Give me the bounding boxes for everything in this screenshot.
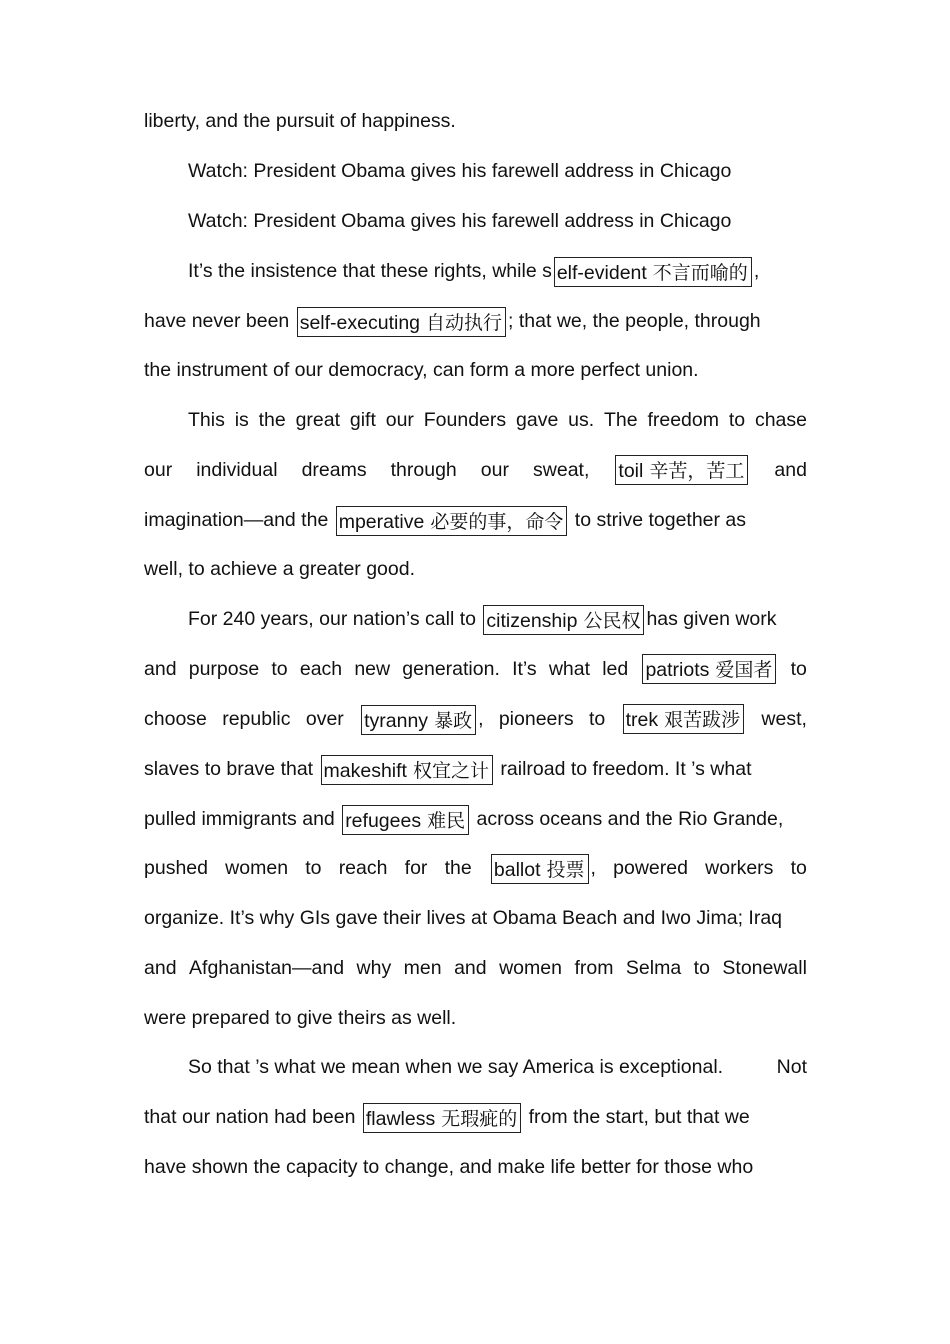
vocab-chinese: 暴政: [434, 709, 473, 732]
vocab-english: trek: [625, 709, 659, 731]
vocab-chinese: 艰苦跋涉: [664, 709, 741, 731]
text-line: [188, 403, 807, 437]
word: Selma: [625, 957, 682, 979]
text-segment: across oceans and the Rio Grande,: [471, 808, 784, 830]
text-line: [188, 254, 807, 288]
word: to: [271, 658, 288, 680]
text-segment: Not: [776, 1056, 807, 1078]
vocab-english: flawless: [365, 1107, 436, 1130]
text-line: [144, 1001, 807, 1035]
word: dreams: [301, 459, 367, 481]
word: from: [574, 957, 614, 979]
vocab-box: [363, 1103, 521, 1133]
vocab-chinese: 投票: [546, 858, 585, 881]
word: women: [225, 857, 289, 879]
text-segment: the instrument of our democracy, can form a more perfect union.: [144, 359, 699, 381]
text-line: [144, 1100, 807, 1134]
text-line: [144, 304, 807, 338]
text-segment: to strive together as: [569, 509, 747, 531]
word: chase: [754, 409, 807, 431]
word: purpose: [188, 658, 260, 680]
text-segment: pulled immigrants and: [144, 808, 341, 830]
vocab-box: [342, 805, 469, 835]
vocab-english: citizenship: [486, 609, 578, 632]
text-segment: were prepared to give theirs as well.: [144, 1007, 457, 1029]
text-line: [144, 802, 807, 836]
text-segment: liberty, and the pursuit of happiness.: [144, 110, 456, 132]
vocab-box: [615, 455, 748, 485]
word: Afghanistan—and: [189, 957, 345, 979]
text-line: [188, 204, 807, 238]
text-line: [144, 353, 807, 387]
vocab-box: [623, 704, 745, 734]
word: the: [258, 409, 286, 431]
text-segment: that our nation had been: [144, 1106, 361, 1128]
text-line: [144, 851, 807, 885]
text-segment: So that ’s what we mean when we say America is exceptional.: [188, 1056, 724, 1078]
vocab-english: patriots: [645, 659, 710, 681]
word: for: [404, 857, 428, 879]
word: our: [385, 409, 414, 431]
word: and: [774, 459, 807, 481]
word: republic: [222, 708, 291, 730]
text-segment: imagination—and the: [144, 509, 334, 531]
text-line: [144, 901, 807, 935]
vocab-box: [491, 854, 589, 884]
vocab-english: toil: [618, 460, 644, 482]
vocab-chinese: 无瑕疵的: [441, 1107, 518, 1130]
text-line: [144, 104, 807, 138]
word: gave: [516, 409, 559, 431]
text-segment: well, to achieve a greater good.: [144, 558, 416, 580]
word: the: [444, 857, 472, 879]
vocab-english: tyranny: [364, 709, 429, 732]
word: to: [728, 409, 746, 431]
text-segment: ; that we, the people, through: [508, 310, 761, 332]
vocab-chinese: 公民权: [583, 609, 641, 632]
vocab-english: self-executing: [299, 311, 421, 334]
text-segment: railroad to freedom. It ’s what: [494, 758, 752, 780]
word: reach: [338, 857, 388, 879]
text-line: [188, 1050, 807, 1084]
word: gift: [349, 409, 376, 431]
text-line: [144, 951, 807, 985]
word: new: [354, 658, 391, 680]
vocab-chinese: 自动执行: [426, 311, 503, 334]
text-line: [144, 453, 807, 487]
vocab-box: [297, 307, 506, 337]
word: pioneers: [498, 708, 574, 730]
text-line: [144, 503, 807, 537]
text-segment: slaves to brave that: [144, 758, 319, 780]
word: to: [790, 857, 807, 879]
text-segment: organize. It’s why GIs gave their lives at Obama Beach and Iwo Jima; Iraq: [144, 907, 783, 929]
word: us.: [568, 409, 595, 431]
word: Stonewall: [722, 957, 807, 979]
text-line: [144, 702, 807, 736]
vocab-chinese: 必要的事，命令: [430, 510, 564, 533]
word: over: [305, 708, 344, 730]
word: sweat,: [533, 459, 590, 481]
text-line: [144, 1150, 807, 1184]
vocab-box: [361, 705, 476, 735]
word: our: [480, 459, 509, 481]
text-segment: ,: [753, 260, 760, 282]
word: The: [604, 409, 638, 431]
text-segment: It’s the insistence that these rights, while s: [188, 260, 552, 282]
vocab-box: [336, 506, 568, 536]
word: each: [299, 658, 343, 680]
word: west,: [761, 708, 807, 730]
word: men: [403, 957, 442, 979]
word: and: [454, 957, 487, 979]
text-segment: have never been: [144, 310, 295, 332]
text-line: [188, 154, 807, 188]
text-segment: For 240 years, our nation’s call to: [188, 608, 482, 630]
vocab-chinese: 权宜之计: [412, 759, 489, 782]
word: ,: [590, 857, 596, 879]
word: women: [499, 957, 562, 979]
word: our: [144, 459, 173, 481]
vocab-english: refugees: [345, 809, 422, 832]
vocab-box: [642, 654, 776, 684]
text-line: [144, 652, 807, 686]
text-segment: from the start, but that we: [523, 1106, 750, 1128]
text-line: [144, 752, 807, 786]
word: what: [548, 658, 591, 680]
vocab-chinese: 难民: [427, 809, 466, 832]
word: Founders: [423, 409, 507, 431]
word: powered: [613, 857, 688, 879]
text-line: [188, 602, 807, 636]
word: pushed: [144, 857, 208, 879]
text-segment: have shown the capacity to change, and make life better for those who: [144, 1156, 754, 1178]
vocab-box: [321, 755, 493, 785]
word: to: [588, 708, 606, 730]
word: freedom: [647, 409, 719, 431]
vocab-box: [483, 605, 644, 635]
word: This: [188, 409, 225, 431]
vocab-english: elf-evident: [556, 261, 647, 284]
vocab-box: [554, 257, 752, 287]
word: to: [305, 857, 322, 879]
text-segment: has given work: [646, 608, 777, 630]
vocab-chinese: 辛苦，苦工: [649, 460, 745, 482]
word: individual: [196, 459, 278, 481]
word: and: [144, 658, 177, 680]
word: generation.: [402, 658, 500, 680]
word: through: [390, 459, 457, 481]
vocab-english: mperative: [338, 510, 425, 533]
word: to: [693, 957, 710, 979]
word: ,: [478, 708, 484, 730]
word: why: [356, 957, 392, 979]
word: is: [234, 409, 249, 431]
vocab-english: makeshift: [323, 759, 407, 782]
word: to: [790, 658, 807, 680]
text-segment: Watch: President Obama gives his farewell address in Chicago: [188, 160, 732, 182]
word: choose: [144, 708, 207, 730]
vocab-chinese: 爱国者: [715, 659, 773, 681]
word: great: [295, 409, 341, 431]
vocab-english: ballot: [493, 858, 541, 881]
word: led: [602, 658, 629, 680]
vocab-chinese: 不言而喻的: [652, 261, 748, 284]
text-line: [144, 552, 807, 586]
text-segment: Watch: President Obama gives his farewell address in Chicago: [188, 210, 732, 232]
word: and: [144, 957, 177, 979]
word: It’s: [512, 658, 537, 680]
word: workers: [705, 857, 774, 879]
